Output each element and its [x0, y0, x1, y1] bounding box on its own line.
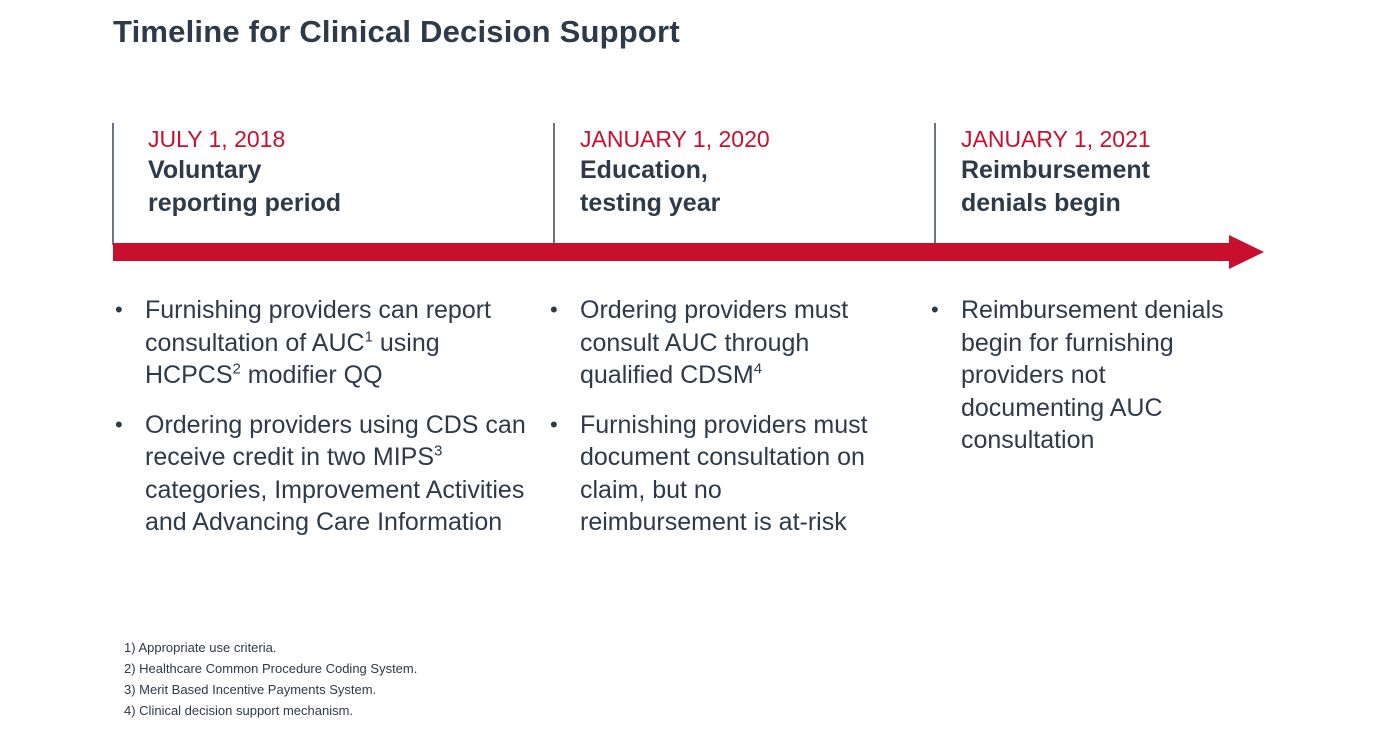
timeline-arrow-head — [1229, 235, 1264, 269]
bullet-text: Furnishing providers must document consultation on claim, but no reimbursement is at-risk — [580, 410, 868, 536]
milestone-heading-line1: Reimbursement — [961, 156, 1150, 184]
bullet-text: categories, Improvement Activities and Advancing Care Information — [145, 475, 525, 536]
milestone-divider-1 — [112, 123, 114, 245]
milestone-heading-line1: Voluntary — [148, 156, 262, 184]
footnote-ref: 2 — [232, 360, 241, 378]
footnote: 4) Clinical decision support mechanism. — [124, 703, 354, 718]
bullet-text: Ordering providers using CDS can receive credit in two MIPS — [145, 410, 526, 471]
bullet-text: Ordering providers must consult AUC through qualified CDSM — [580, 296, 849, 389]
list-item — [548, 294, 878, 392]
bullet-text: using HCPCS — [145, 328, 440, 389]
footnote-ref: 1 — [364, 328, 373, 346]
milestone-heading-line2: reporting period — [148, 189, 342, 217]
bullet-glyph: • — [550, 411, 558, 437]
bullet-glyph: • — [115, 297, 123, 322]
list-item — [113, 294, 533, 392]
bullet-glyph: • — [115, 411, 123, 437]
bullet-text: Furnishing providers can report consultation of AUC — [145, 296, 491, 357]
milestone-2020 — [580, 124, 770, 220]
bullets-2021 — [929, 294, 1239, 474]
milestone-heading-line2: denials begin — [961, 189, 1121, 217]
timeline-arrow — [113, 234, 1265, 270]
footnotes — [124, 637, 417, 721]
milestone-heading-line1: Education, — [580, 156, 708, 184]
footnote: 1) Appropriate use criteria. — [124, 640, 277, 655]
milestone-heading-line2: testing year — [580, 189, 721, 217]
bullet-text: Reimbursement denials begin for furnishing providers not documenting AUC consultation — [961, 296, 1224, 454]
bullet-glyph: • — [931, 297, 939, 322]
page-title: Timeline for Clinical Decision Support — [113, 14, 680, 49]
bullets-2020 — [548, 294, 878, 556]
milestone-divider-3 — [934, 123, 936, 245]
bullet-glyph: • — [550, 297, 558, 322]
milestone-date: JANUARY 1, 2021 — [961, 126, 1151, 152]
bullets-2018 — [113, 294, 533, 556]
milestone-2018 — [148, 124, 341, 220]
footnote-ref: 4 — [753, 360, 763, 378]
list-item — [929, 294, 1239, 457]
timeline-arrow-shaft — [113, 243, 1235, 261]
milestone-divider-2 — [553, 123, 555, 245]
footnote: 3) Merit Based Incentive Payments System. — [124, 682, 377, 697]
footnote: 2) Healthcare Common Procedure Coding System. — [124, 661, 418, 676]
milestone-date: JANUARY 1, 2020 — [580, 126, 770, 152]
milestone-date: JULY 1, 2018 — [148, 126, 286, 152]
list-item — [548, 409, 878, 539]
footnote-ref: 3 — [434, 442, 443, 460]
list-item — [113, 409, 533, 539]
bullet-text: modifier QQ — [240, 361, 383, 389]
milestone-2021 — [961, 124, 1151, 220]
